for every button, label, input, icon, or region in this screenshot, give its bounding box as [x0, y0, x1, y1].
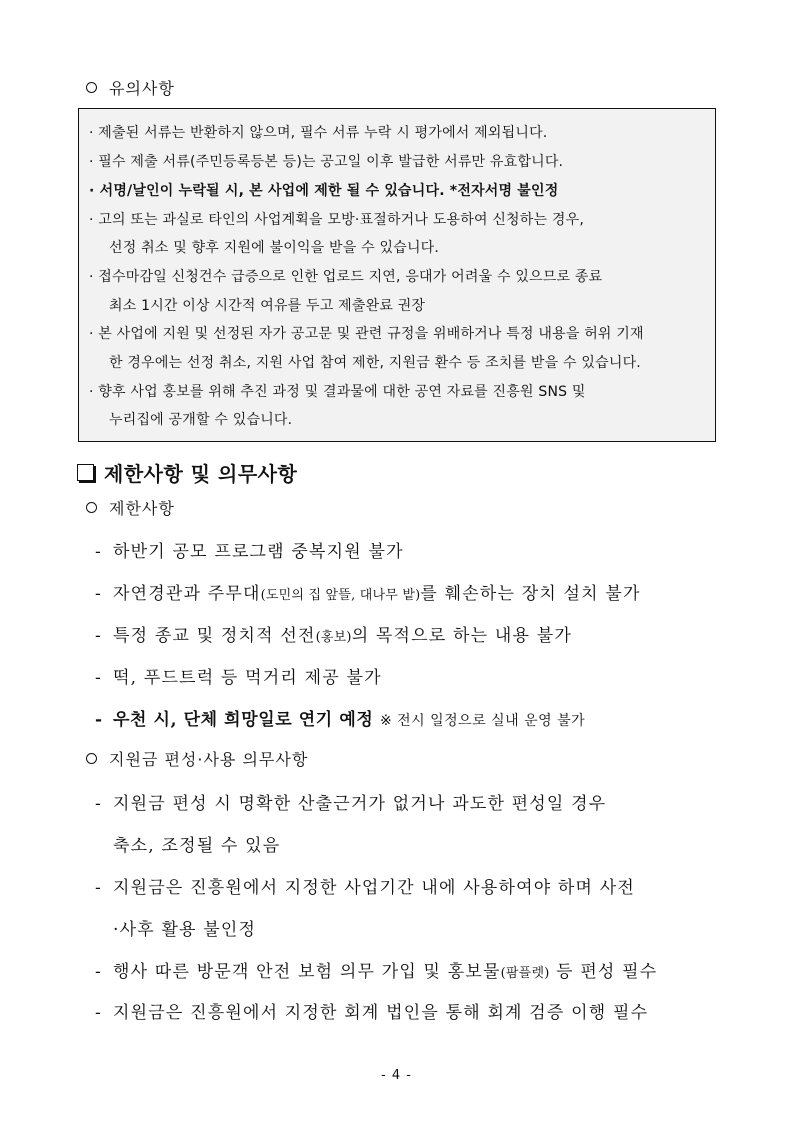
page-number: - 4 - — [381, 1068, 412, 1083]
obligation-item — [95, 873, 635, 898]
dash: - — [95, 584, 102, 604]
restriction-small-text: (홍보) — [315, 630, 352, 645]
restriction-bold-text: 우천 시, 단체 희망일로 연기 예정 — [113, 710, 374, 730]
notice-line-bold: · 서명/날인이 누락될 시, 본 사업에 제한 될 수 있습니다. *전자서명 불인정 — [89, 183, 559, 199]
obligations-heading-text: 지원금 편성·사용 의무사항 — [109, 750, 309, 769]
restrictions-heading — [86, 496, 175, 519]
circle-bullet-icon — [86, 502, 97, 513]
notice-line: · 접수마감일 신청건수 급증으로 인한 업로드 지연, 응대가 어려울 수 있으므로 종료 — [89, 269, 603, 285]
restriction-text: 를 훼손하는 장치 설치 불가 — [420, 584, 641, 604]
restriction-text: 하반기 공모 프로그램 중복지원 불가 — [113, 542, 404, 562]
obligation-text: 지원금 편성 시 명확한 산출근거가 없거나 과도한 편성일 경우 — [113, 794, 607, 814]
notice-line: · 고의 또는 과실로 타인의 사업계획을 모방·표절하거나 도용하여 신청하는 경우, — [89, 212, 584, 228]
obligation-text: 지원금은 진흥원에서 지정한 사업기간 내에 사용하여야 하며 사전 — [113, 878, 636, 898]
notice-heading — [86, 76, 175, 99]
dash: - — [95, 878, 102, 898]
square-bullet-icon — [77, 464, 94, 481]
obligation-continuation: ·사후 활용 불인정 — [113, 920, 257, 940]
dash: - — [95, 542, 102, 562]
restriction-text: 자연경관과 주무대 — [113, 584, 261, 604]
obligation-text: 행사 따른 방문객 안전 보험 의무 가입 및 홍보물 — [113, 962, 501, 982]
restrictions-heading-text: 제한사항 — [109, 499, 175, 518]
notice-line: · 향후 사업 홍보를 위해 추진 과정 및 결과물에 대한 공연 자료를 진흥원 SNS 및 — [89, 384, 586, 400]
restriction-note: ※ 전시 일정으로 실내 운영 불가 — [379, 713, 586, 729]
dash: - — [95, 668, 102, 688]
dash: - — [95, 626, 102, 646]
restriction-item — [95, 663, 382, 688]
notice-line: 누리집에 공개할 수 있습니다. — [109, 412, 293, 428]
dash: - — [95, 710, 103, 730]
restriction-item-bold — [95, 705, 585, 730]
restriction-item — [95, 621, 572, 646]
obligation-continuation: 축소, 조정될 수 있음 — [113, 836, 281, 856]
dash: - — [95, 794, 102, 814]
notice-line: 최소 1시간 이상 시간적 여유를 두고 제출완료 권장 — [109, 298, 426, 314]
notice-line: · 제출된 서류는 반환하지 않으며, 필수 서류 누락 시 평가에서 제외됩니다. — [89, 125, 548, 141]
notice-box — [78, 108, 716, 442]
obligation-text: 등 편성 필수 — [549, 962, 658, 982]
notice-line: 선정 취소 및 향후 지원에 불이익을 받을 수 있습니다. — [109, 240, 440, 256]
dash: - — [95, 962, 102, 982]
circle-bullet-icon — [86, 82, 97, 93]
notice-line: · 필수 제출 서류(주민등록등본 등)는 공고일 이후 발급한 서류만 유효합니다. — [89, 154, 564, 170]
obligation-text: 지원금은 진흥원에서 지정한 회계 법인을 통해 회계 검증 이행 필수 — [113, 1003, 649, 1023]
obligation-item — [95, 998, 648, 1023]
restriction-item — [95, 579, 641, 604]
circle-bullet-icon — [86, 753, 97, 764]
obligation-item — [95, 957, 657, 982]
section-title-text: 제한사항 및 의무사항 — [104, 462, 298, 486]
restriction-text: 의 목적으로 하는 내용 불가 — [351, 626, 572, 646]
section-title — [77, 458, 297, 487]
obligation-small-text: (팜플렛) — [500, 966, 550, 981]
obligation-item — [95, 789, 606, 814]
restriction-text: 특정 종교 및 정치적 선전 — [113, 626, 316, 646]
notice-line: · 본 사업에 지원 및 선정된 자가 공고문 및 관련 규정을 위배하거나 특정 내용을 허위 기재 — [89, 326, 644, 342]
notice-line: 한 경우에는 선정 취소, 지원 사업 참여 제한, 지원금 환수 등 조치를 받을 수 있습니다. — [109, 355, 641, 371]
restriction-item — [95, 537, 404, 562]
restriction-text: 떡, 푸드트럭 등 먹거리 제공 불가 — [113, 668, 382, 688]
obligations-heading — [86, 747, 308, 770]
restriction-small-text: (도민의 집 앞뜰, 대나무 밭) — [260, 588, 421, 603]
notice-heading-text: 유의사항 — [109, 79, 175, 98]
dash: - — [95, 1003, 102, 1023]
